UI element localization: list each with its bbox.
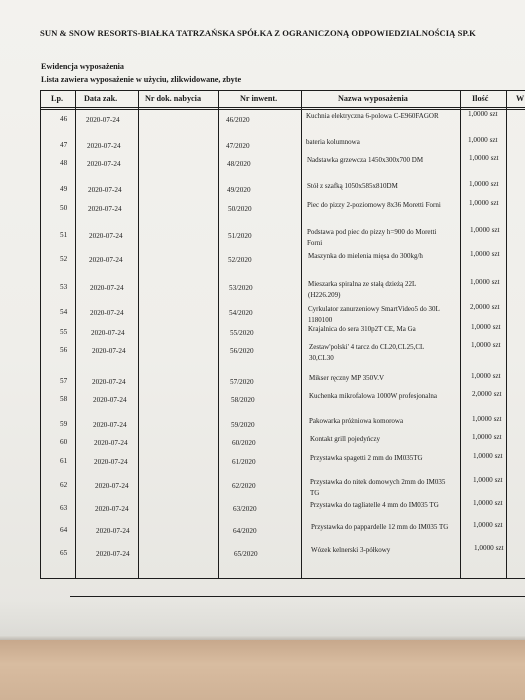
cell-date: 2020-07-24 xyxy=(92,378,126,386)
column-rule-qty xyxy=(460,90,461,578)
cell-quantity: 1,0000 szt xyxy=(469,199,499,207)
cell-inventory-number: 52/2020 xyxy=(228,256,252,264)
header-w: W xyxy=(516,94,525,103)
header-doc-number: Nr dok. nabycia xyxy=(145,94,202,103)
cell-lp: 48 xyxy=(60,159,68,167)
company-name: SUN & SNOW RESORTS-BIAŁKA TATRZAŃSKA SPÓŁKA Z OGRANICZONĄ ODPOWIEDZIALNOŚCIĄ SP.K xyxy=(40,28,476,38)
cell-equipment-name: Mikser ręczny MP 350V.V xyxy=(309,374,385,382)
cell-date: 2020-07-24 xyxy=(95,505,129,513)
header-double-rule xyxy=(40,109,525,110)
cell-equipment-name: Przystawka do nitek domowych 2mm do IM035 TG xyxy=(310,478,446,497)
cell-quantity: 1,0000 szt xyxy=(473,521,503,529)
cell-inventory-number: 51/2020 xyxy=(228,232,252,240)
document-subtitle: Lista zawiera wyposażenie w użyciu, zlikwidowane, zbyte xyxy=(41,75,242,84)
cell-inventory-number: 62/2020 xyxy=(232,482,256,490)
cell-lp: 46 xyxy=(60,115,68,123)
cell-inventory-number: 54/2020 xyxy=(229,309,253,317)
cell-quantity: 1,0000 szt xyxy=(471,372,501,380)
cell-equipment-name: Wózek kelnerski 3-półkowy xyxy=(311,546,391,554)
cell-date: 2020-07-24 xyxy=(94,439,128,447)
cell-equipment-name: Stół z szafką 1050x585x810DM xyxy=(307,182,398,190)
cell-inventory-number: 56/2020 xyxy=(230,347,254,355)
cell-lp: 59 xyxy=(60,420,68,428)
cell-inventory-number: 61/2020 xyxy=(232,458,256,466)
header-lp: Lp. xyxy=(51,94,64,103)
cell-lp: 65 xyxy=(60,549,68,557)
column-rule-doc xyxy=(138,90,139,578)
desk-surface xyxy=(0,640,525,700)
cell-inventory-number: 46/2020 xyxy=(226,116,250,124)
cell-date: 2020-07-24 xyxy=(92,347,126,355)
column-rule-name xyxy=(301,90,302,578)
cell-quantity: 1,0000 szt xyxy=(473,452,503,460)
cell-inventory-number: 59/2020 xyxy=(231,421,255,429)
cell-equipment-name: Kuchnia elektryczna 6-polowa C-E960FAGOR xyxy=(306,112,439,120)
cell-quantity: 2,0000 szt xyxy=(470,303,500,311)
cell-lp: 63 xyxy=(60,504,68,512)
cell-inventory-number: 49/2020 xyxy=(227,186,251,194)
cell-lp: 51 xyxy=(60,231,68,239)
cell-lp: 50 xyxy=(60,204,68,212)
cell-lp: 60 xyxy=(60,438,68,446)
cell-inventory-number: 57/2020 xyxy=(230,378,254,386)
table-top-rule xyxy=(40,90,525,91)
cell-inventory-number: 53/2020 xyxy=(229,284,253,292)
cell-date: 2020-07-24 xyxy=(86,116,120,124)
cell-inventory-number: 55/2020 xyxy=(230,329,254,337)
header-bottom-rule xyxy=(40,107,525,108)
cell-quantity: 1,0000 szt xyxy=(470,226,500,234)
cell-date: 2020-07-24 xyxy=(87,160,121,168)
cell-lp: 64 xyxy=(60,526,68,534)
table-bottom-rule xyxy=(40,578,525,579)
cell-quantity: 1,0000 szt xyxy=(473,499,503,507)
cell-inventory-number: 63/2020 xyxy=(233,505,257,513)
document-title: Ewidencja wyposażenia xyxy=(41,62,125,71)
cell-date: 2020-07-24 xyxy=(96,527,130,535)
cell-quantity: 1,0000 szt xyxy=(471,341,501,349)
cell-equipment-name: Przystawka do pappardelle 12 mm do IM035 TG xyxy=(311,523,449,531)
cell-date: 2020-07-24 xyxy=(93,421,127,429)
cell-equipment-name: Nadstawka grzewcza 1450x300x700 DM xyxy=(307,156,424,164)
footer-rule xyxy=(70,596,525,597)
cell-lp: 57 xyxy=(60,377,68,385)
cell-date: 2020-07-24 xyxy=(95,482,129,490)
cell-inventory-number: 50/2020 xyxy=(228,205,252,213)
cell-date: 2020-07-24 xyxy=(90,309,124,317)
cell-lp: 61 xyxy=(60,457,68,465)
cell-equipment-name: Podstawa pod piec do pizzy h=900 do Moretti Forni xyxy=(307,228,437,247)
cell-quantity: 1,0000 szt xyxy=(468,110,498,118)
cell-date: 2020-07-24 xyxy=(87,142,121,150)
cell-equipment-name: Kontakt grill pojedyńczy xyxy=(310,435,380,443)
cell-equipment-name: Pakowarka próżniowa komorowa xyxy=(309,417,404,425)
cell-inventory-number: 64/2020 xyxy=(233,527,257,535)
cell-lp: 53 xyxy=(60,283,68,291)
cell-date: 2020-07-24 xyxy=(88,186,122,194)
page-shadow xyxy=(0,600,525,640)
cell-quantity: 1,0000 szt xyxy=(471,323,501,331)
cell-equipment-name: Mieszarka spiralna ze stałą dzieżą 22L (H226.209) xyxy=(308,280,416,299)
cell-inventory-number: 48/2020 xyxy=(227,160,251,168)
cell-equipment-name: Cyrkulator zanurzeniowy SmartVideo5 do 30L 1180100 xyxy=(308,305,440,324)
cell-equipment-name: bateria kolumnowa xyxy=(306,138,360,146)
cell-equipment-name: Zestaw'polski' 4 tarcz do CL20,CL25,CL 30,CL30 xyxy=(309,343,425,362)
cell-lp: 55 xyxy=(60,328,68,336)
cell-date: 2020-07-24 xyxy=(89,256,123,264)
cell-quantity: 1,0000 szt xyxy=(474,544,504,552)
cell-inventory-number: 60/2020 xyxy=(232,439,256,447)
cell-quantity: 1,0000 szt xyxy=(469,154,499,162)
cell-equipment-name: Kuchenka mikrofalowa 1000W profesjonalna xyxy=(309,392,437,400)
cell-quantity: 1,0000 szt xyxy=(469,180,499,188)
cell-quantity: 1,0000 szt xyxy=(472,433,502,441)
header-quantity: Ilość xyxy=(472,94,489,103)
cell-date: 2020-07-24 xyxy=(89,232,123,240)
cell-lp: 52 xyxy=(60,255,68,263)
cell-equipment-name: Przystawka spagetti 2 mm do IM035TG xyxy=(310,454,423,462)
cell-inventory-number: 58/2020 xyxy=(231,396,255,404)
cell-equipment-name: Piec do pizzy 2-poziomowy 8x36 Moretti Forni xyxy=(307,201,441,209)
cell-equipment-name: Krajalnica do sera 310p2T CE, Ma Ga xyxy=(308,325,416,333)
cell-quantity: 1,0000 szt xyxy=(470,278,500,286)
cell-quantity: 2,0000 szt xyxy=(472,390,502,398)
cell-equipment-name: Maszynka do mielenia mięsa do 300kg/h xyxy=(308,252,423,260)
header-date: Data zak. xyxy=(84,94,118,103)
cell-quantity: 1,0000 szt xyxy=(472,415,502,423)
cell-quantity: 1,0000 szt xyxy=(473,476,503,484)
cell-date: 2020-07-24 xyxy=(93,396,127,404)
cell-lp: 54 xyxy=(60,308,68,316)
cell-inventory-number: 65/2020 xyxy=(234,550,258,558)
header-inventory-number: Nr inwent. xyxy=(240,94,278,103)
column-rule-inv xyxy=(218,90,219,578)
cell-lp: 49 xyxy=(60,185,68,193)
cell-quantity: 1,0000 szt xyxy=(468,136,498,144)
cell-date: 2020-07-24 xyxy=(90,284,124,292)
cell-lp: 62 xyxy=(60,481,68,489)
cell-date: 2020-07-24 xyxy=(94,458,128,466)
cell-date: 2020-07-24 xyxy=(88,205,122,213)
cell-date: 2020-07-24 xyxy=(96,550,130,558)
header-equipment-name: Nazwa wyposażenia xyxy=(338,94,408,103)
cell-date: 2020-07-24 xyxy=(91,329,125,337)
cell-quantity: 1,0000 szt xyxy=(470,250,500,258)
cell-inventory-number: 47/2020 xyxy=(226,142,250,150)
cell-equipment-name: Przystawka do tagliatelle 4 mm do IM035 TG xyxy=(310,501,439,509)
cell-lp: 58 xyxy=(60,395,68,403)
cell-lp: 47 xyxy=(60,141,68,149)
column-rule-date xyxy=(75,90,76,578)
column-rule-lp xyxy=(40,90,41,578)
cell-lp: 56 xyxy=(60,346,68,354)
column-rule-w xyxy=(506,90,507,578)
